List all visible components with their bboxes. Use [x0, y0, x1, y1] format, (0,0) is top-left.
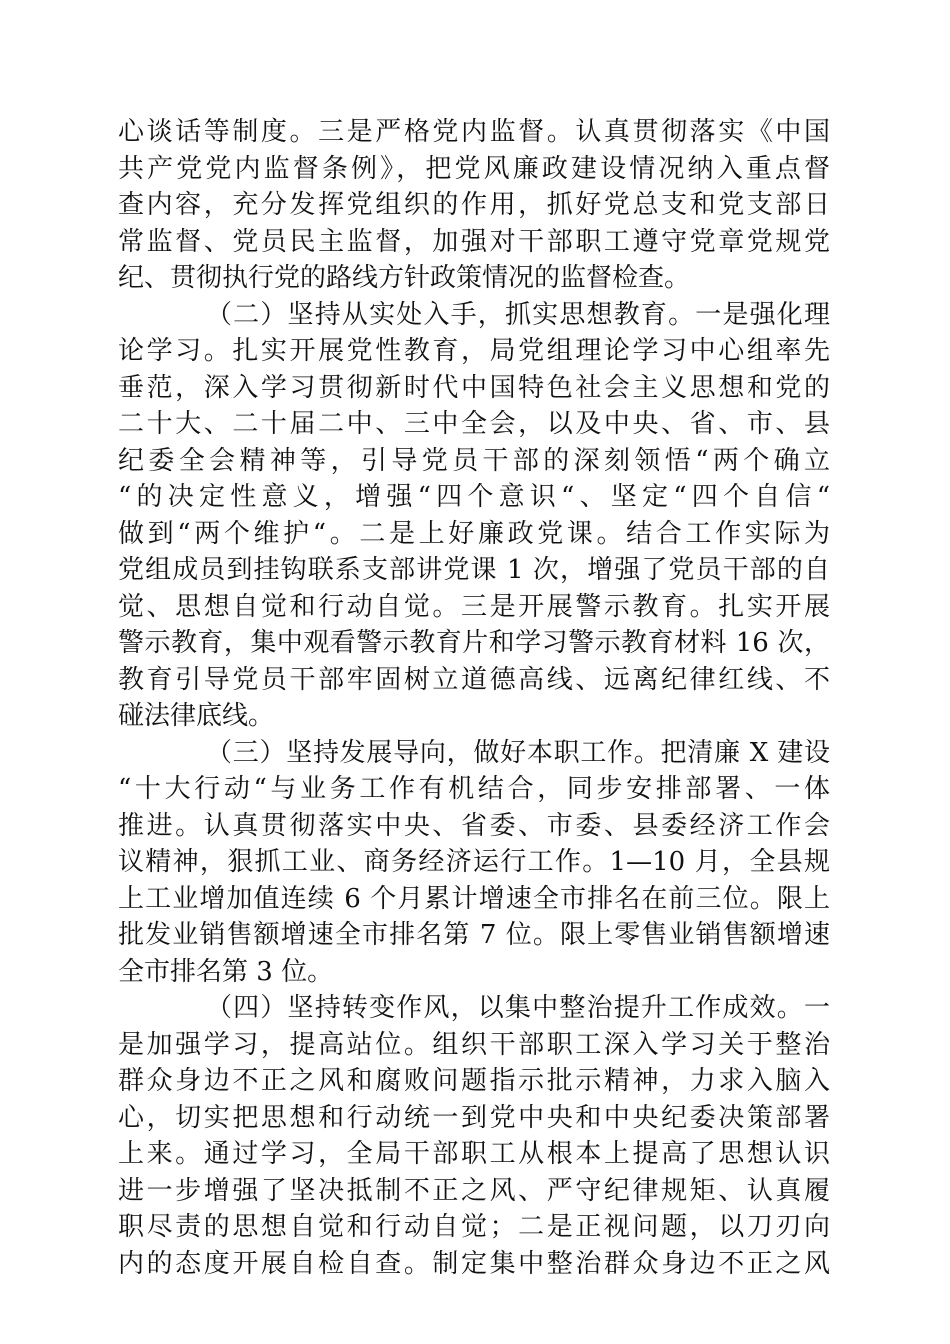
text-line: 垂范，深入学习贯彻新时代中国特色社会主义思想和党的: [118, 372, 830, 403]
text-line: 警示教育，集中观看警示教育片和学习警示教育材料 16 次，: [118, 628, 830, 658]
text-line: 教育引导党员干部牢固树立道德高线、远离纪律红线、不: [118, 664, 830, 695]
document-body: [118, 114, 830, 1282]
text-line: 上工业增加值连续 6 个月累计增速全市排名在前三位。限上: [118, 883, 830, 914]
text-line: 纪委全会精神等，引导党员干部的深刻领悟“两个确立: [118, 445, 830, 476]
text-line: 共产党党内监督条例》，把党风廉政建设情况纳入重点督: [118, 153, 830, 184]
text-line: “十大行动“与业务工作有机结合，同步安排部署、一体: [118, 774, 830, 804]
text-line: 群众身边不正之风和腐败问题指示批示精神，力求入脑入: [118, 1066, 830, 1096]
text-line: 纪、贯彻执行党的路线方针政策情况的监督检查。: [118, 263, 691, 293]
text-line: 进一步增强了坚决抵制不正之风、严守纪律规矩、认真履: [118, 1175, 830, 1206]
text-line: 常监督、党员民主监督，加强对干部职工遵守党章党规党: [118, 226, 830, 257]
text-line: “的决定性意义，增强“四个意识“、坚定“四个自信“: [118, 482, 830, 512]
text-line: 心，切实把思想和行动统一到党中央和中央纪委决策部署: [118, 1102, 830, 1133]
text-line: 是加强学习，提高站位。组织干部职工深入学习关于整治: [118, 1029, 830, 1060]
text-line: 心谈话等制度。三是严格党内监督。认真贯彻落实《中国: [118, 117, 830, 147]
text-line: 论学习。扎实开展党性教育，局党组理论学习中心组率先: [118, 336, 830, 366]
text-line: 批发业销售额增速全市排名第 7 位。限上零售业销售额增速: [118, 920, 830, 950]
paragraph-first-line: （二）坚持从实处入手，抓实思想教育。一是强化理: [206, 299, 830, 330]
paragraph-first-line: （四）坚持转变作风，以集中整治提升工作成效。一: [206, 993, 830, 1023]
text-line: 碰法律底线。: [118, 701, 275, 731]
text-line: 全市排名第 3 位。: [118, 956, 334, 987]
text-line: 查内容，充分发挥党组织的作用，抓好党总支和党支部日: [118, 190, 830, 220]
paragraph-first-line: （三）坚持发展导向，做好本职工作。把清廉 X 建设: [206, 737, 830, 768]
text-line: 做到“两个维护“。二是上好廉政党课。结合工作实际为: [118, 518, 830, 549]
text-line: 觉、思想自觉和行动自觉。三是开展警示教育。扎实开展: [118, 591, 830, 622]
text-line: 内的态度开展自检自查。制定集中整治群众身边不正之风: [118, 1248, 830, 1279]
text-line: 职尽责的思想自觉和行动自觉；二是正视问题，以刀刃向: [118, 1212, 830, 1242]
text-line: 推进。认真贯彻落实中央、省委、市委、县委经济工作会: [118, 810, 830, 841]
text-line: 上来。通过学习，全局干部职工从根本上提高了思想认识: [118, 1139, 830, 1169]
text-line: 议精神，狠抓工业、商务经济运行工作。1—10 月，全县规: [118, 847, 830, 877]
text-line: 党组成员到挂钩联系支部讲党课 1 次，增强了党员干部的自: [118, 555, 830, 585]
text-line: 二十大、二十届二中、三中全会，以及中央、省、市、县: [118, 409, 830, 439]
